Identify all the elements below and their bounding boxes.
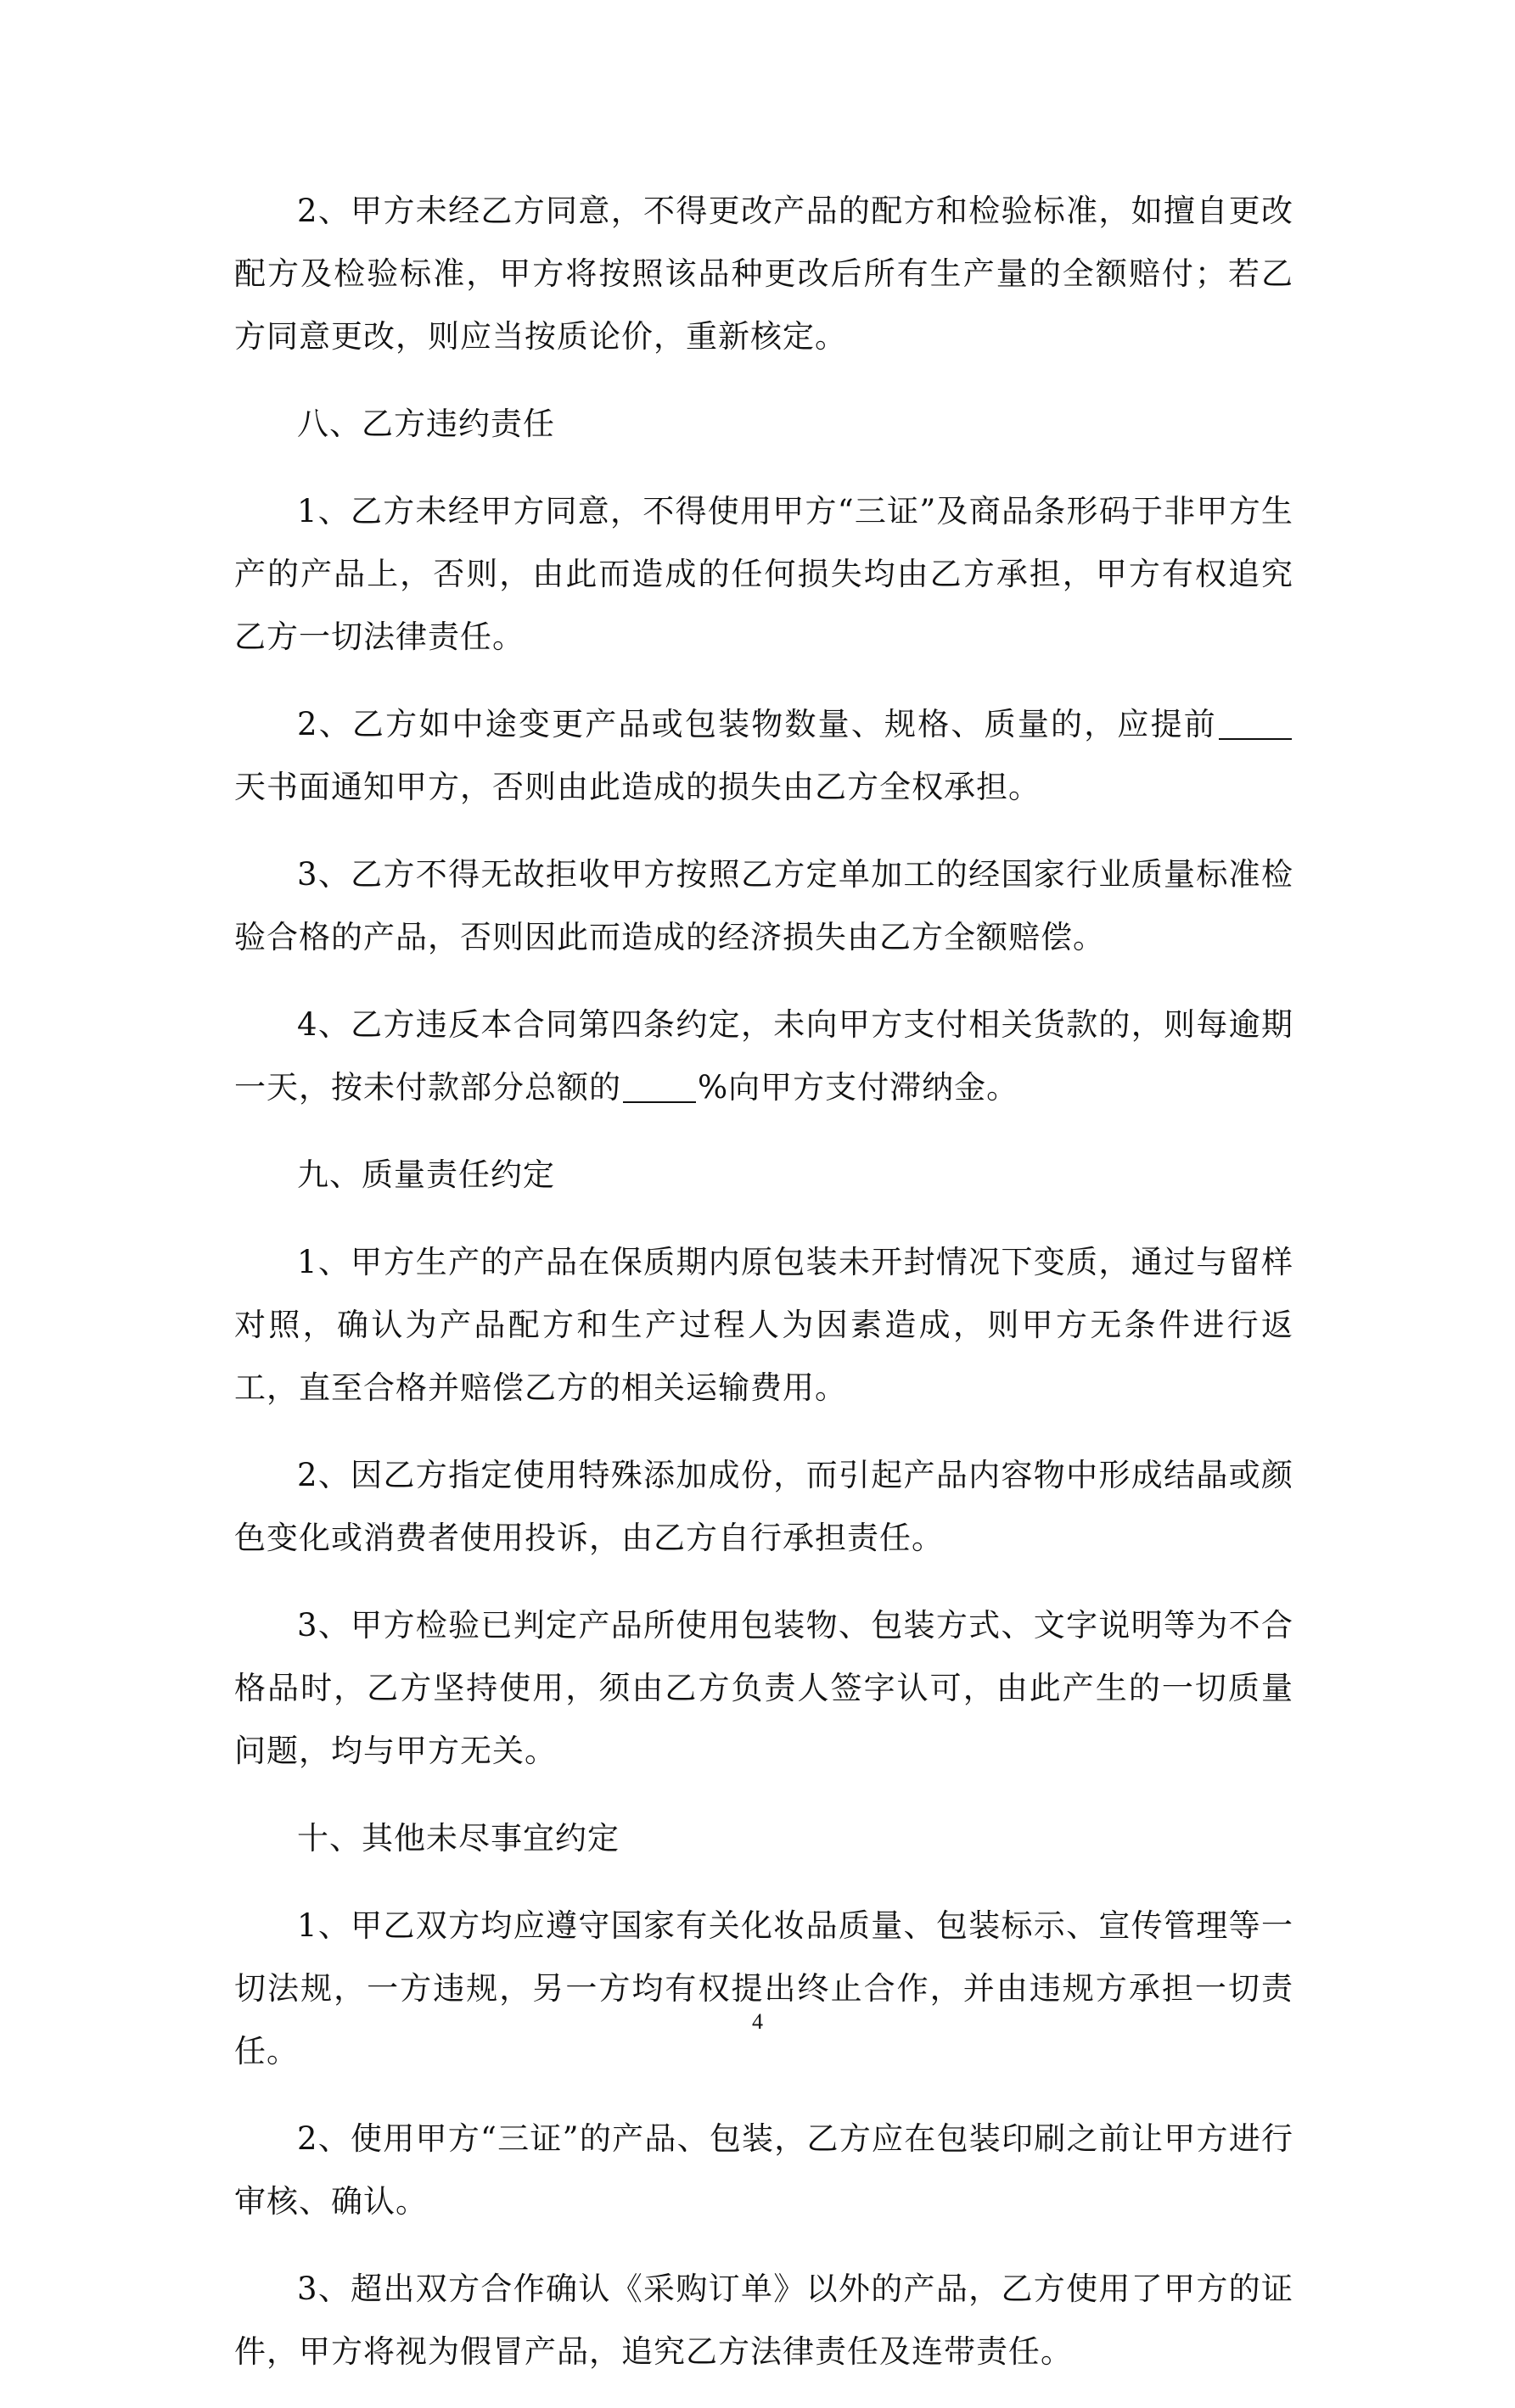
- clause-9-1: [234, 1231, 1293, 1420]
- percent-blank-field: [623, 1070, 696, 1103]
- clause-8-4: [234, 994, 1293, 1119]
- clause-9-3-text: 3、甲方检验已判定产品所使用包装物、包装方式、文字说明等为不合格品时，乙方坚持使用，须由乙方负责人签字认可，由此产生的一切质量问题，均与甲方无关。: [234, 1607, 1293, 1769]
- clause-9-2: [234, 1444, 1293, 1570]
- clause-7-2-text: 2、甲方未经乙方同意，不得更改产品的配方和检验标准，如擅自更改配方及检验标准，甲方将按照该品种更改后所有生产量的全额赔付；若乙方同意更改，则应当按质论价，重新核定。: [234, 193, 1293, 355]
- section-10-heading-text: 十、其他未尽事宜约定: [297, 1820, 620, 1856]
- clause-8-2: [234, 693, 1293, 819]
- clause-8-2-text-start: 2、乙方如中途变更产品或包装物数量、规格、质量的，应提前: [297, 706, 1217, 742]
- section-9-heading-text: 九、质量责任约定: [297, 1156, 555, 1193]
- clause-8-2-text-end: 天书面通知甲方，否则由此造成的损失由乙方全权承担。: [234, 769, 1041, 805]
- clause-8-3: [234, 843, 1293, 969]
- document-body: [234, 180, 1293, 2408]
- section-8-heading: [234, 393, 1293, 456]
- clause-8-1: [234, 480, 1293, 669]
- clause-10-3-text: 3、超出双方合作确认《采购订单》以外的产品，乙方使用了甲方的证件，甲方将视为假冒产品，追究乙方法律责任及连带责任。: [234, 2271, 1293, 2370]
- clause-8-3-text: 3、乙方不得无故拒收甲方按照乙方定单加工的经国家行业质量标准检验合格的产品，否则因此而造成的经济损失由乙方全额赔偿。: [234, 856, 1293, 955]
- clause-10-2: [234, 2108, 1293, 2233]
- clause-10-1: [234, 1895, 1293, 2083]
- clause-9-1-text: 1、甲方生产的产品在保质期内原包装未开封情况下变质，通过与留样对照，确认为产品配方和生产过程人为因素造成，则甲方无条件进行返工，直至合格并赔偿乙方的相关运输费用。: [234, 1244, 1293, 1406]
- clause-9-3: [234, 1594, 1293, 1783]
- section-10-heading: [234, 1807, 1293, 1870]
- clause-8-1-text: 1、乙方未经甲方同意，不得使用甲方“三证”及商品条形码于非甲方生产的产品上，否则，由此而造成的任何损失均由乙方承担，甲方有权追究乙方一切法律责任。: [234, 493, 1293, 655]
- clause-10-3: [234, 2258, 1293, 2383]
- clause-8-4-text-start: 4、乙方违反本合同第四条约定，未向甲方支付相关货款的，则每逾期一天，按未付款部分总额的: [234, 1006, 1293, 1106]
- clause-10-1-text: 1、甲乙双方均应遵守国家有关化妆品质量、包装标示、宣传管理等一切法规，一方违规，另一方均有权提出终止合作，并由违规方承担一切责任。: [234, 1907, 1293, 2069]
- clause-8-4-text-end: %向甲方支付滞纳金。: [698, 1069, 1019, 1106]
- section-9-heading: [234, 1144, 1293, 1207]
- days-blank-field: [1219, 707, 1292, 740]
- clause-9-2-text: 2、因乙方指定使用特殊添加成份，而引起产品内容物中形成结晶或颜色变化或消费者使用投诉，由乙方自行承担责任。: [234, 1457, 1293, 1556]
- clause-7-2: [234, 180, 1293, 368]
- clause-10-2-text: 2、使用甲方“三证”的产品、包装，乙方应在包装印刷之前让甲方进行审核、确认。: [234, 2120, 1293, 2220]
- section-8-heading-text: 八、乙方违约责任: [297, 406, 555, 442]
- page-number: 4: [752, 2009, 763, 2034]
